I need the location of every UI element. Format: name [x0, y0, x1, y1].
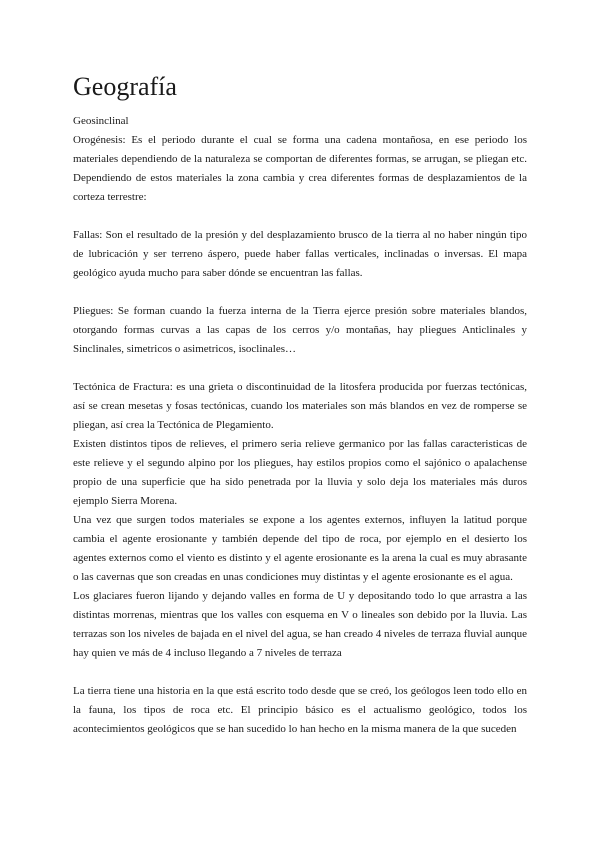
document-body: [73, 112, 527, 739]
paragraph-agentes-externos: Una vez que surgen todos materiales se expone a los agentes externos, influyen la latitud porque cambia el agente erosionante y también depende del tipo de roca, por ejemplo en el desierto los agentes externos como el viento es distinto y el agente erosionante es la arena la cual es muy abrasante o las cavernas que son creadas en unas condiciones muy distintas y el agente erosionante es el agua.: [73, 514, 527, 583]
paragraph-fallas: Fallas: Son el resultado de la presión y del desplazamiento brusco de la tierra al no haber ningún tipo de lubricación y ser terreno áspero, puede haber fallas verticales, inclinadas o inversas. El mapa geológico ayuda mucho para saber dónde se encuentran las fallas.: [73, 229, 527, 279]
paragraph-orogenesis: Orogénesis: Es el periodo durante el cual se forma una cadena montañosa, en ese periodo los materiales dependiendo de la naturaleza se comportan de diferentes formas, se arrugan, se pliegan etc. Dependiendo de estos materiales la zona cambia y crea diferentes formas de desplazamientos de la corteza terrestre:: [73, 134, 527, 203]
page-title: Geografía: [73, 72, 177, 101]
paragraph-spacer: [73, 283, 527, 302]
paragraph-historia-tierra: La tierra tiene una historia en la que está escrito todo desde que se creó, los geólogos leen todo ello en la fauna, los tipos de roca etc. El principio básico es el actualismo geológico, todos los acontecimientos geológicos que se han sucedido lo han hecho en la misma manera de la que suceden: [73, 685, 527, 735]
paragraph-spacer: [73, 207, 527, 226]
paragraph-tipos-relieves: Existen distintos tipos de relieves, el primero seria relieve germanico por las fallas caracteristicas de este relieve y el segundo alpino por los pliegues, hay estilos propios como el sajónico o apalachense propio de una superficie que ha sido penetrada por la lluvia y solo deja los materiales más duros ejemplo Sierra Morena.: [73, 438, 527, 507]
paragraph-spacer: [73, 663, 527, 682]
paragraph-glaciares: Los glaciares fueron lijando y dejando valles en forma de U y depositando todo lo que arrastra a las distintas morrenas, mientras que los valles con esquema en V o lineales son debido por la lluvia. Las terrazas son los niveles de bajada en el nivel del agua, se han creado 4 niveles de terraza fluvial aunque hay quien ve más de 4 incluso llegando a 7 niveles de terraza: [73, 590, 527, 659]
paragraph-spacer: [73, 359, 527, 378]
paragraph-geosinclinal: Geosinclinal: [73, 115, 129, 127]
paragraph-tectonica-fractura: Tectónica de Fractura: es una grieta o discontinuidad de la litosfera producida por fuerzas tectónicas, así se crean mesetas y fosas tectónicas, cuando los materiales son más blandos en vez de romperse se pliegan, así crea la Tectónica de Plegamiento.: [73, 381, 527, 431]
paragraph-pliegues: Pliegues: Se forman cuando la fuerza interna de la Tierra ejerce presión sobre materiales blandos, otorgando formas curvas a las capas de los cerros y/o montañas, hay pliegues Anticlinales y Sinclinales, simetricos o asimetricos, isoclinales…: [73, 305, 527, 355]
